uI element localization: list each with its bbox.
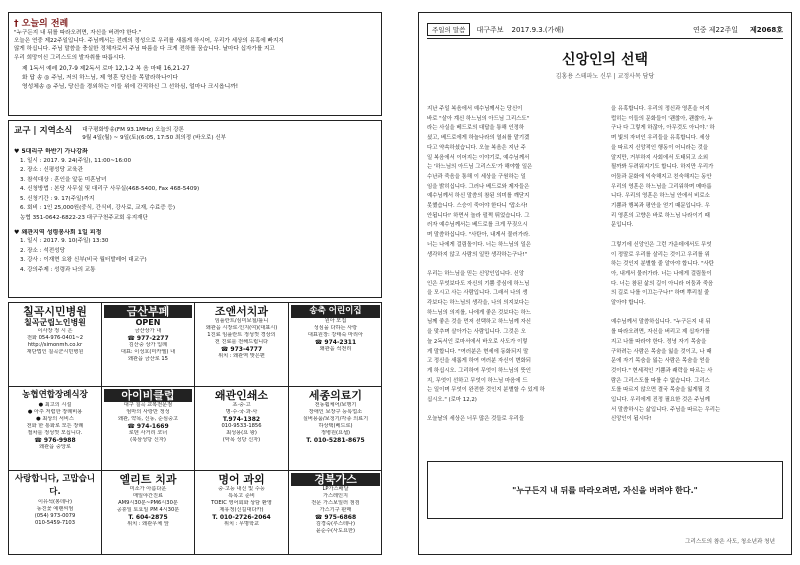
article-line: 지, 무엇이 선하고 무엇이 하느님 마음에 드	[427, 377, 528, 384]
ad-line: 공휴일 토요일 PM 4시30분	[116, 507, 180, 513]
article-line: 수난과 죽음을 통해 이 세상을 구원하는 일	[427, 173, 526, 180]
ad-title: 조앤서치과	[214, 305, 269, 318]
broadcast-notice	[82, 126, 226, 142]
ad-line: (악목 성당 신자)	[222, 437, 261, 443]
ad-cell	[195, 471, 289, 555]
article-line: 다. 너는 참된 삶의 길이 아니라 어둠과 죽음	[611, 280, 714, 287]
article-line: 도를 따르지 않으면 결국 목숨을 잃게될 것	[611, 387, 710, 394]
broadcast-line: 대구평화방송(FM 93.1MHz) 오늘의 강론	[82, 127, 184, 133]
article-line: 입니다. 우리에게 진정 필요한 것은 주님께	[611, 397, 710, 404]
ad-line: T.974-1382	[222, 416, 261, 423]
ad-line: 원아 모집	[324, 318, 347, 324]
article-line: 문입니다.	[611, 222, 634, 229]
intro-line: 우리 희망이신 그리스도의 발자취를 따릅시다.	[14, 54, 126, 61]
ad-line: 재단법인 칠곡군시민병원	[26, 349, 84, 355]
article-line: 예수님께서 하신 말씀의 참된 의미를 깨닫지	[427, 193, 530, 200]
article-line: 될까봐 두려워지기도 합니다. 하지만 우리가	[611, 164, 714, 171]
article-line: 셨고, 베드로에게 하늘나라의 열쇠를 맡기겠	[427, 135, 530, 142]
ad-line: 절차를 정성껏 모십니다.	[27, 430, 83, 436]
article-line: 신앙인이 됩시다!	[611, 416, 652, 423]
article-line: 게 말합니다. "여러분은 현세에 동화되지 말	[427, 348, 529, 355]
article-line: 문에 자기 목숨을 잃는 사람은 목숨을 얻을	[611, 358, 710, 365]
reading-line: 영성체송 ◎ 주님, 당신을 경외하는 이들 위에 간직하신 그 선하심, 얼마나 크시옵니까!	[22, 83, 239, 90]
article-line: 러자 예수님께서는 베드로를 크게 꾸짖으시	[427, 222, 528, 229]
ad-line: 윤순수(사도요한)	[315, 528, 356, 534]
ad-line: 엄마의 사랑만 정성	[126, 409, 170, 415]
article-line: 지난 주일 복음에서 예수님께서는 당신이	[427, 106, 523, 112]
article-line: 을 모시고 사는 사람입니다. 그래서 나의 생	[427, 290, 528, 297]
sunday-label: 연중 제22주일	[693, 25, 738, 34]
ad-title: 왜관인쇄소	[214, 389, 269, 402]
event-detail-line: 2. 장소 : 석전성당	[20, 247, 65, 254]
ad-line: 실버용품/보청기/각종 의료기	[302, 416, 369, 422]
ad-line: 중·고등 내신 및 수능	[218, 486, 265, 492]
ad-title: 송축 어린이집	[291, 305, 380, 318]
event2-details	[14, 237, 376, 275]
event1-title: ♥ 5대리구 하반기 가나강좌	[14, 148, 88, 156]
ad-subtitle: 칠곡군립노인병원	[24, 318, 86, 327]
ad-subtitle: OPEN	[135, 318, 161, 327]
article-line: 구나 다 그렇게 하잖아, 아무것도 아니야.' 하	[611, 125, 715, 132]
article-line: 오늘날의 세상은 너무 많은 것들로 우리들	[427, 416, 525, 423]
article-line: 니다. 우리의 영혼은 하느님 안에서 비로소	[611, 193, 710, 200]
article-line: 우리는 하느님을 믿는 신앙인입니다. 신앙	[427, 270, 525, 277]
ad-line: 하상택(베드로)	[318, 423, 353, 429]
article-line: 그렇기에 신앙인은 그런 가운데에서도 무엇	[611, 241, 712, 248]
ad-line: T. 604-2875	[128, 514, 168, 521]
event-detail-line: 6. 회비 : 1인 25,000원(중식, 간식비, 강사료, 교재, 수료증 등)	[20, 205, 176, 212]
event1-details	[14, 157, 376, 224]
article-line: 하는 것인지 분별할 줄 알아야 합니다. "사탄	[611, 261, 714, 268]
ad-cell	[102, 387, 195, 471]
article-line: 일 복음에서 이어지는 이야기로, 예수님께서	[427, 154, 530, 161]
event-detail-line: 5. 신청기간 : 9. 17(주일)까지	[20, 195, 95, 202]
article-line: 는 일이며 무엇이 완전한 것인지 분별할 수 있게 하	[427, 387, 545, 394]
intro-line: 않게 하십니다. 주님 말씀을 충실한 정체자로서 주님 따름을 다 크게 전하를 꿈습니다. 날마다 십자가를 지고	[14, 46, 275, 53]
ad-line: 대표원장: 강태숙 마리아	[307, 332, 364, 338]
readings-list	[14, 65, 376, 92]
ad-line: 왜관읍 금산로 15	[128, 356, 168, 362]
article-title: 신앙인의 선택	[561, 52, 649, 68]
article-line: 못했습니다. 스승이 죽어야 한다니 '맙소사!	[427, 203, 528, 210]
article-line: 럽히는 이들의 문화들이 '괜찮아, 괜찮아, 누	[611, 115, 714, 122]
ad-line: ☎ 977-2277	[127, 335, 169, 342]
ad-cell	[102, 303, 195, 387]
event-detail-line: 1. 일시 : 2017. 9. 24(주일), 11:00~16:00	[20, 157, 132, 164]
article-line: 하느님의 의지를, 나에게 좋은 것보다는 하느	[427, 309, 532, 316]
ad-line: 이사장 정 시 은	[37, 328, 73, 334]
ad-line: ☎ 976-9988	[34, 437, 76, 444]
ad-line: 전동휠체어/보행기	[314, 402, 357, 408]
article-line: 임을 밝히십니다. 그러나 베드로와 제자들은	[427, 183, 530, 190]
ad-cell	[102, 471, 195, 555]
article-column-left	[427, 105, 601, 445]
ad-title: 경북가스	[291, 473, 380, 486]
ads-grid	[8, 302, 382, 555]
ad-line: ☎ 973-4777	[220, 346, 263, 353]
ad-cell	[289, 303, 382, 387]
ad-title: 명어 과외	[218, 473, 265, 486]
ad-line: 동진꽃 예랜씨엄	[36, 506, 74, 512]
ad-line: 가스기구 판매	[319, 507, 352, 513]
ad-title: 금산부페	[104, 305, 192, 318]
ad-line: (북삼성당 신자)	[130, 437, 166, 443]
ad-title: 엘리트 치과	[119, 473, 177, 486]
article-line: 알아야 합니다.	[611, 300, 646, 307]
event-detail-line: 3. 강사 : 이재현 요왕 신부(비국 월터발레어 대교구)	[20, 257, 147, 264]
ad-cell	[289, 387, 382, 471]
ad-cell	[9, 387, 102, 471]
today-liturgy-intro	[14, 29, 376, 62]
article-line	[611, 231, 785, 241]
ad-line: 왜관읍 석전리	[319, 346, 352, 352]
ad-line: 제유정(신길대다카)	[219, 507, 264, 513]
event-detail-line: 1. 일시 : 2017. 9. 10(주일) 13:30	[20, 238, 109, 245]
article-line: 을 맞추며 살아가는 사람입니다. 그것은 오	[427, 329, 526, 336]
article-line: 을 따르지 신앙적인 행동이 어니라는 것을	[611, 144, 709, 151]
ad-cell	[9, 471, 102, 555]
ad-line: 정병원(요셉)	[320, 430, 351, 436]
article-line: 늘 2독서인 로마서에서 바오로 사도가 이렇	[427, 338, 528, 345]
ad-line: 왜관, 약목, 신동, 순심중고	[117, 416, 178, 422]
bulletin-right-page	[418, 12, 792, 555]
ad-line: 임플란트/심미보철/틀니	[214, 318, 269, 324]
event-detail-line: 농협 351-0642-6822-23 대구구천주교회 유지재단	[20, 214, 148, 221]
article-line: 각보다는 하느님의 생각을, 나의 의지보다는	[427, 300, 530, 307]
ad-title: 농협연합장례식장	[22, 390, 88, 400]
ad-cell	[195, 303, 289, 387]
ad-line: ☎ 974-2311	[314, 339, 357, 346]
article-line: 이 정말로 우리를 살리는 것이고 우리를 위	[611, 251, 710, 258]
ad-line: 성심을 다하는 사랑	[313, 325, 358, 331]
quote-box	[427, 461, 783, 519]
article-line: 인은 무엇보다도 자신의 기쁨 중심에 하느님	[427, 280, 530, 287]
ad-line: 전문 가스보일러 점검	[311, 500, 360, 506]
article-line: 안됩니다!' 하면서 놀라 펄쩍 뛰었습니다. 그	[427, 212, 530, 219]
ad-title: 칠곡시민병원	[23, 305, 87, 318]
intro-line: 오늘은 연중 제22주일입니다. 주님께서는 전례의 정성으로 우리를 새롭게 하시어, 우리가 세상의 유혹에 빠지지	[14, 38, 284, 45]
ad-line: LP가스배달	[322, 486, 349, 492]
ad-line: 김산중 상가 입례	[128, 342, 168, 348]
article-line: 우리의 영혼은 하느님을 그리워하며 메마릅	[611, 183, 712, 190]
event-detail-line: 2. 장소 : 신평성당 교육관	[20, 167, 83, 174]
ad-line: 가스레인지	[322, 493, 349, 499]
ad-line: 010-5459-7103	[34, 520, 76, 526]
article-line: 리 영혼의 고향은 바로 하느님 나라이기 때	[611, 212, 710, 219]
article-line: 것이다." 현세적인 기쁨과 쾌락을 따르는 사	[611, 367, 713, 374]
article-line: 지고 나를 따라야 한다. 정녕 자기 목숨을	[611, 338, 707, 345]
article-line: 를 따라오려면, 자신을 버리고 제 십자가를	[611, 329, 710, 336]
ad-line: ☎ 974-1669	[127, 423, 169, 430]
quote-text: "누구든지 내 뒤를 따라오려면, 자신을 버려야 한다."	[512, 485, 698, 495]
ad-line: 왜관읍 중앙로	[39, 444, 71, 450]
event-detail-line: 4. 강의주제 : 성령과 나의 교통	[20, 266, 96, 273]
ad-cell	[195, 387, 289, 471]
ad-title: 사랑합니다, 고맙습니다.	[14, 474, 96, 497]
article-line: 예수님께서 말씀하십니다. "누구든지 내 뒤	[611, 319, 711, 326]
ad-line: 대구 칠곡 교복전문점	[123, 402, 173, 408]
today-liturgy-title: † 오늘의 전례	[14, 19, 69, 29]
article-line: 는 '하느님의 아드님 그리스도'가 해야할 일은	[427, 164, 533, 171]
article-line: 의 길로 나를 이끄는구나!" 하며 뿌리칠 줄	[611, 290, 710, 297]
caption: 그리스도의 참은 사도, 청소년과 청년	[685, 539, 775, 545]
ad-line: 위치 : 무명학교	[223, 521, 260, 527]
ad-line: 초·중·고	[232, 402, 251, 408]
article-line: 며 말씀하십니다. "사탄아, 내게서 물러가라.	[427, 232, 530, 239]
issue-number: 제2068호	[749, 25, 783, 34]
ad-line: 명·수·국·과·사	[225, 409, 258, 415]
article-column-right	[611, 105, 785, 445]
ad-line: 1진료 임플란트 정성껏 경상의	[207, 332, 276, 338]
ad-line: (054) 973-0079	[34, 513, 76, 519]
bulletin-left-page	[8, 12, 382, 555]
article-line	[427, 406, 601, 416]
masthead	[427, 21, 783, 39]
ad-line: T. 010-5281-8675	[306, 437, 365, 444]
article-line: 람은 그리스도를 따를 수 없습니다. 그리스	[611, 377, 710, 384]
ad-title: 세종의료기	[308, 389, 363, 402]
ad-title: 아이비클럽	[104, 389, 192, 402]
article-line: 게 하십시오. 그리하여 무엇이 하느님의 뜻인	[427, 367, 532, 374]
event2-title: ♥ 왜관지역 성령봉사회 1일 피정	[14, 229, 102, 237]
article-line: 며 빛의 자녀인 우리들을 유혹합니다. 세상	[611, 135, 710, 142]
article-line: 다고 약속하셨습니다. 오늘 복음은 지난 주	[427, 144, 526, 151]
ad-line: 최성용(요 왕)	[226, 430, 257, 436]
article-line: 님께 좋은 것을 먼저 선택하고 하느님께 자신	[427, 319, 532, 326]
ad-line: AM9시30분~PM6시30분	[118, 500, 178, 506]
ad-line: 전 진료를 전해드립니다	[214, 339, 269, 345]
weekly-tag: 주일의 말씀	[427, 23, 470, 36]
article-line: 아, 내게서 물러가라. 너는 나에게 걸림돌이	[611, 270, 712, 277]
ad-line: 금산상가 내	[134, 328, 162, 334]
intro-line: "누구든지 내 뒤를 따라오려면, 자신을 버려야 한다."	[14, 30, 142, 36]
article-line: 라는 사실을 베드로의 대답을 통해 인정하	[427, 125, 525, 132]
ad-line: 위치 : 왜관역 맞은편	[218, 353, 265, 359]
sermon-frame	[418, 12, 792, 555]
ad-line: 김경숙(루스테나)	[315, 521, 356, 527]
article-line: 기쁨과 행복과 평안을 얻기 때문입니다. 우	[611, 203, 710, 210]
article-line: 너는 나에게 걸림돌이다. 너는 하느님의 일은	[427, 241, 532, 248]
ad-line: 미소가 아름다운	[129, 486, 167, 492]
article-line: 구하려는 사람은 목숨을 잃을 것이고, 나 때	[611, 348, 712, 355]
ad-line: ● 최고의 시설	[38, 402, 72, 408]
ad-line: T. 010-2726-2064	[212, 514, 271, 521]
news-title: 교구 | 지역소식	[14, 126, 73, 136]
ad-line: 특목고 준비	[228, 493, 255, 499]
ad-line: http://simonmh.co.kr	[27, 342, 83, 348]
article-line: 고 정신을 새롭게 하여 여러분 자신이 변화되	[427, 358, 532, 365]
reading-line: 화 답 송 ◎ 주님, 저의 하느님, 제 영혼 당신을 목말라하나이다	[22, 74, 178, 81]
ad-line: 왜관읍 시장로·인지(여)(대표시)	[205, 325, 278, 331]
article-line: 어둠과 문화에 익숙해지고 친숙해지는 동안	[611, 173, 712, 180]
article-line: 바로 "살아 계신 하느님의 아드님 그리스도"	[427, 115, 530, 122]
ad-line: ● 최상의 서비스	[36, 416, 74, 422]
article-line: 생각하지 않고 사람의 일만 생각하는구나!"	[427, 251, 528, 258]
ad-line: 전화 한 통화로 모든 장례	[26, 423, 84, 429]
article-line: 을 유혹합니다. 우리의 정신과 영혼을 어지	[611, 106, 710, 112]
ad-line: 위치 : 왜관우체 앞	[127, 521, 169, 527]
ad-cell	[9, 303, 102, 387]
publication-name: 대구주보	[476, 25, 504, 34]
ad-line: 전화 054-976-0401~2	[26, 335, 84, 341]
ad-line: 매일야간진료	[132, 493, 164, 499]
ad-line: 로덴 사거리 코너	[128, 430, 168, 436]
ad-line: 장애인 보장구 등록업소	[308, 409, 363, 415]
diocese-news-box	[8, 120, 382, 298]
ad-line: TOEIC 영어회화 상담 환영	[211, 500, 272, 506]
today-liturgy-box	[8, 12, 382, 116]
ad-line: 이유석(봉데나)	[37, 499, 73, 505]
reading-line: 제 1독서 예레 20,7-9 제2독서 로마 12,1-2 복 음 마태 16,21-27	[22, 65, 190, 72]
ad-line: 010-9533-1856	[221, 423, 262, 429]
article-line: 서 말씀하시는 삶입니다. 주님을 따르는 우리는	[611, 406, 721, 413]
ad-cell	[289, 471, 382, 555]
event-detail-line: 4. 신청방법 : 본당 사무실 및 대리구 사무실(468-5400, Fax 468-5409)	[20, 186, 200, 193]
ad-line: ☎ 975-6868	[314, 514, 357, 521]
article-line	[427, 260, 601, 270]
article-author: 김홍용 스테파노 신부 | 교정사목 담당	[555, 73, 655, 80]
ad-line: ● 아주 저렴한 장례비용	[27, 409, 83, 415]
article-line: 십시오." (로마 12,2)	[427, 397, 477, 404]
broadcast-line: 9월 4일(월) ~ 9일(토)(6:05, 17:50 최의정 (바오로) 신부	[82, 135, 227, 142]
ad-line: 대표: 이성호(미카엘) 내	[120, 349, 176, 355]
article-line: 알지만, 거부하지 사회에서 도태되고 소외	[611, 154, 709, 161]
event-detail-line: 3. 참석대상 : 혼인을 앞둔 미혼남녀	[20, 176, 107, 183]
article-line	[611, 309, 785, 319]
publication-date: 2017.9.3.(가해)	[511, 25, 564, 34]
